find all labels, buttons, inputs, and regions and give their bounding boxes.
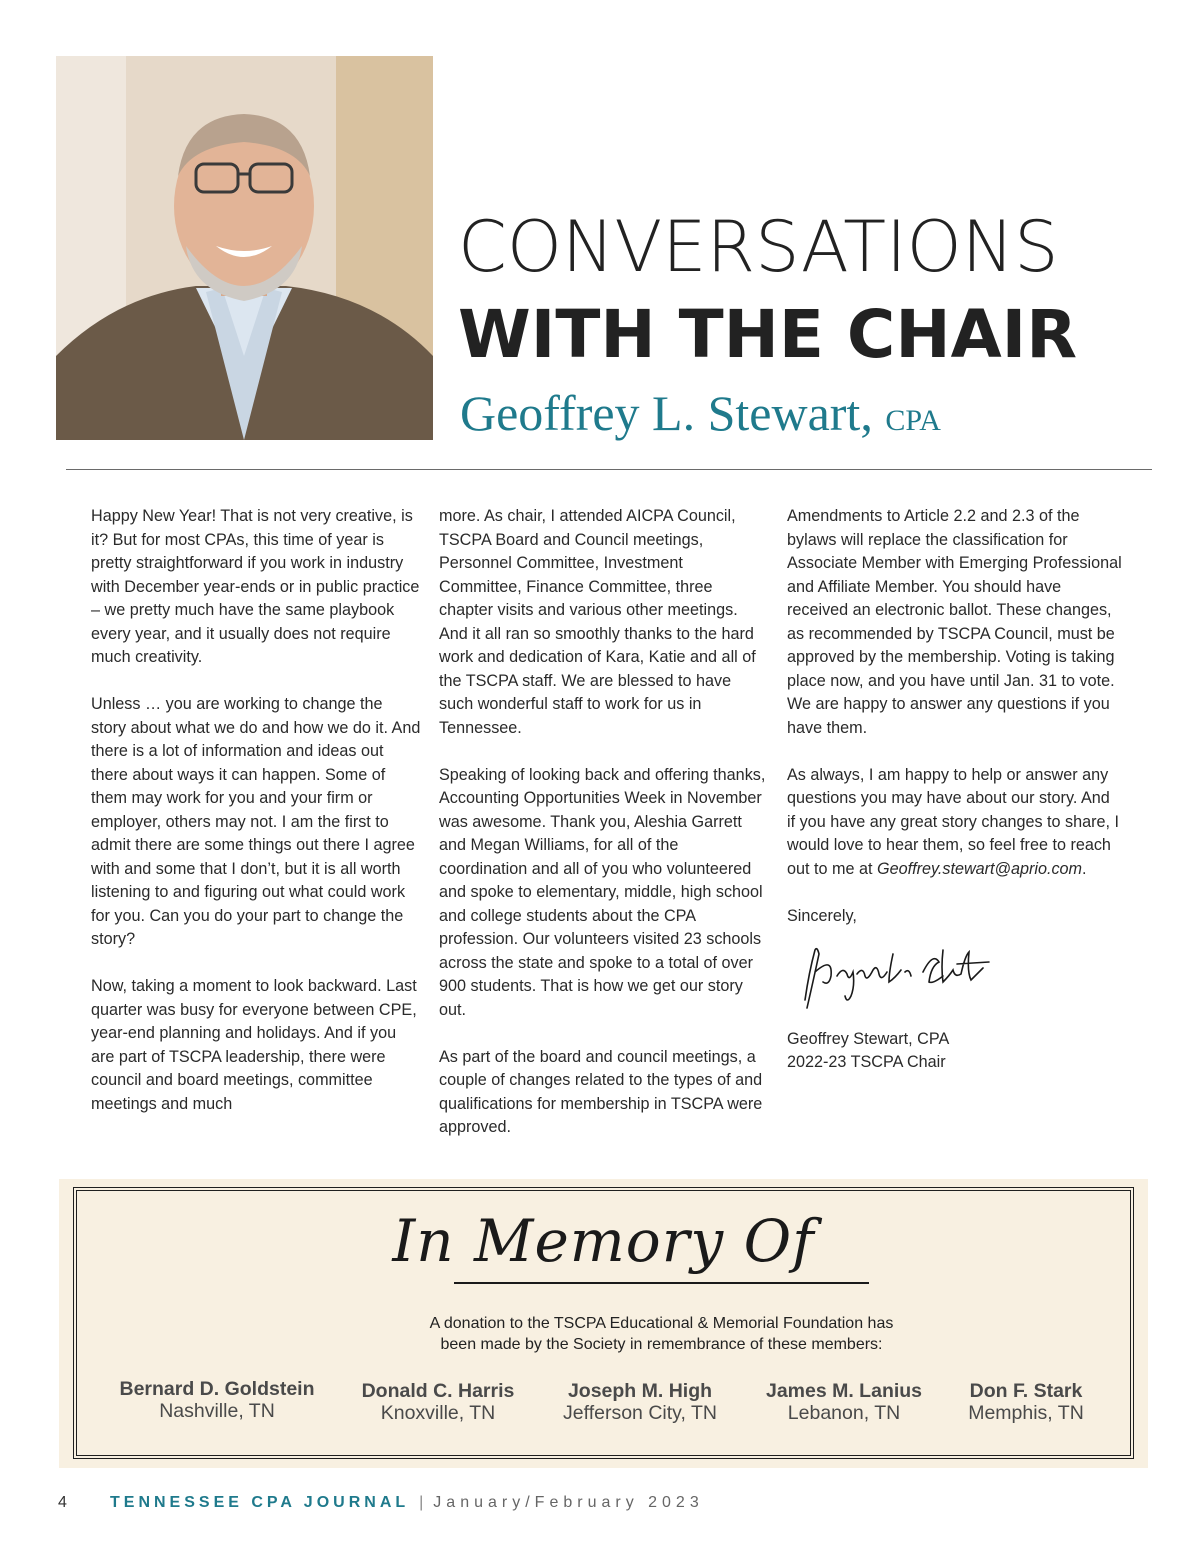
member-entry <box>540 1380 740 1424</box>
paragraph: Amendments to Article 2.2 and 2.3 of the bylaws will replace the classification for Associate Member with Emerging Professional and Affiliate Member. You should have received an electronic ballot. These changes, as recommended by TSCPA Council, must be approved by the membership. Voting is taking place now, and you have until Jan. 31 to vote. We are happy to answer any questions if you have them. <box>787 507 1122 737</box>
header-divider <box>66 469 1152 470</box>
signer-title: 2022-23 TSCPA Chair <box>787 1053 946 1071</box>
paragraph: As part of the board and council meetings, a couple of changes related to the types of and qualifications for membership in TSCPA were approved. <box>439 1047 763 1136</box>
title-line-2: WITH THE CHAIR <box>458 296 1078 373</box>
signer-name: Geoffrey Stewart, CPA <box>787 1029 950 1048</box>
article-column-2 <box>439 505 769 1163</box>
member-name: Bernard D. Goldstein <box>119 1378 315 1400</box>
memorial-description <box>59 1313 1200 1355</box>
article-column-1 <box>91 505 421 1140</box>
member-name: Joseph M. High <box>567 1380 713 1402</box>
title-line-1: CONVERSATIONS <box>458 206 1059 288</box>
member-entry <box>946 1380 1106 1424</box>
paragraph: Now, taking a moment to look backward. Last quarter was busy for everyone between CPE, year-end planning and holidays. And if you are part of TSCPA leadership, there were council and board meetings, committee meetings and much <box>91 977 417 1113</box>
memorial-description-line-2: been made by the Society in remembrance of these members: <box>440 1336 883 1353</box>
memorial-heading: In Memory Of <box>392 1207 815 1275</box>
member-city: Jefferson City, TN <box>563 1402 717 1424</box>
author-name <box>460 385 941 441</box>
portrait-photo <box>56 56 433 440</box>
paragraph-end: . <box>1082 859 1087 878</box>
member-entry <box>746 1380 942 1424</box>
member-city: Nashville, TN <box>159 1400 275 1422</box>
paragraph: Unless … you are working to change the story about what we do and how we do it. And there is a lot of information and ideas out there about ways it can happen. Some of them may work for you and your firm or employer, others may not. I am the first to admit there are some things out there I agree with and some that I don’t, but it is all worth listening to and figuring out what could work for you. Can you do your part to change the story? <box>91 695 421 948</box>
member-city: Lebanon, TN <box>787 1402 901 1424</box>
paragraph: more. As chair, I attended AICPA Council, TSCPA Board and Council meetings, Personnel Committee, Investment Committee, Finance Committee, three chapter visits and various other meetings. And it all ran so smoothly thanks to the hard work and dedication of Kara, Katie and all of the TSCPA staff. We are blessed to have such wonderful staff to work for us in Tennessee. <box>439 507 756 737</box>
article-column-3 <box>787 505 1122 1075</box>
paragraph <box>787 764 1122 882</box>
author-name-text: Geoffrey L. Stewart, <box>460 385 873 441</box>
member-entry <box>338 1380 538 1424</box>
closing: Sincerely, <box>787 906 857 925</box>
journal-title: TENNESSEE CPA JOURNAL <box>110 1494 410 1511</box>
memorial-heading-underline <box>454 1282 869 1284</box>
memorial-box <box>59 1179 1148 1468</box>
journal-name <box>110 1494 704 1512</box>
member-name: Donald C. Harris <box>361 1380 515 1402</box>
portrait-illustration <box>56 56 433 440</box>
member-city: Knoxville, TN <box>380 1402 496 1424</box>
signature-icon <box>793 942 993 1014</box>
member-entry <box>107 1378 327 1422</box>
footer-separator: | <box>419 1494 424 1511</box>
member-name: James M. Lanius <box>765 1380 923 1402</box>
paragraph: Happy New Year! That is not very creative, is it? But for most CPAs, this time of year is pretty straightforward if you work in industry with December year-ends or in public practice – we pretty much have the same playbook every year, and it usually does not require much creativity. <box>91 507 420 666</box>
paragraph: Speaking of looking back and offering thanks, Accounting Opportunities Week in November was awesome. Thank you, Aleshia Garrett and Megan Williams, for all of the coordination and all of you who volunteered and spoke to elementary, middle, high school and college students about the CPA profession. Our volunteers visited 23 schools across the state and spoke to a total of over 900 students. That is how we get our story out. <box>439 765 766 1019</box>
issue-date: January/February 2023 <box>433 1494 704 1511</box>
paragraph-text: As always, I am happy to help or answer any questions you may have about our story. And if you have any great story changes to share, I would love to hear them, so feel free to reach out to me at <box>787 765 1120 878</box>
author-credential: CPA <box>885 404 941 437</box>
memorial-description-line-1: A donation to the TSCPA Educational & Memorial Foundation has <box>429 1315 894 1332</box>
page-number: 4 <box>58 1494 67 1511</box>
member-city: Memphis, TN <box>968 1402 1084 1424</box>
member-name: Don F. Stark <box>969 1380 1083 1402</box>
email-link[interactable]: Geoffrey.stewart@aprio.com <box>876 859 1083 878</box>
